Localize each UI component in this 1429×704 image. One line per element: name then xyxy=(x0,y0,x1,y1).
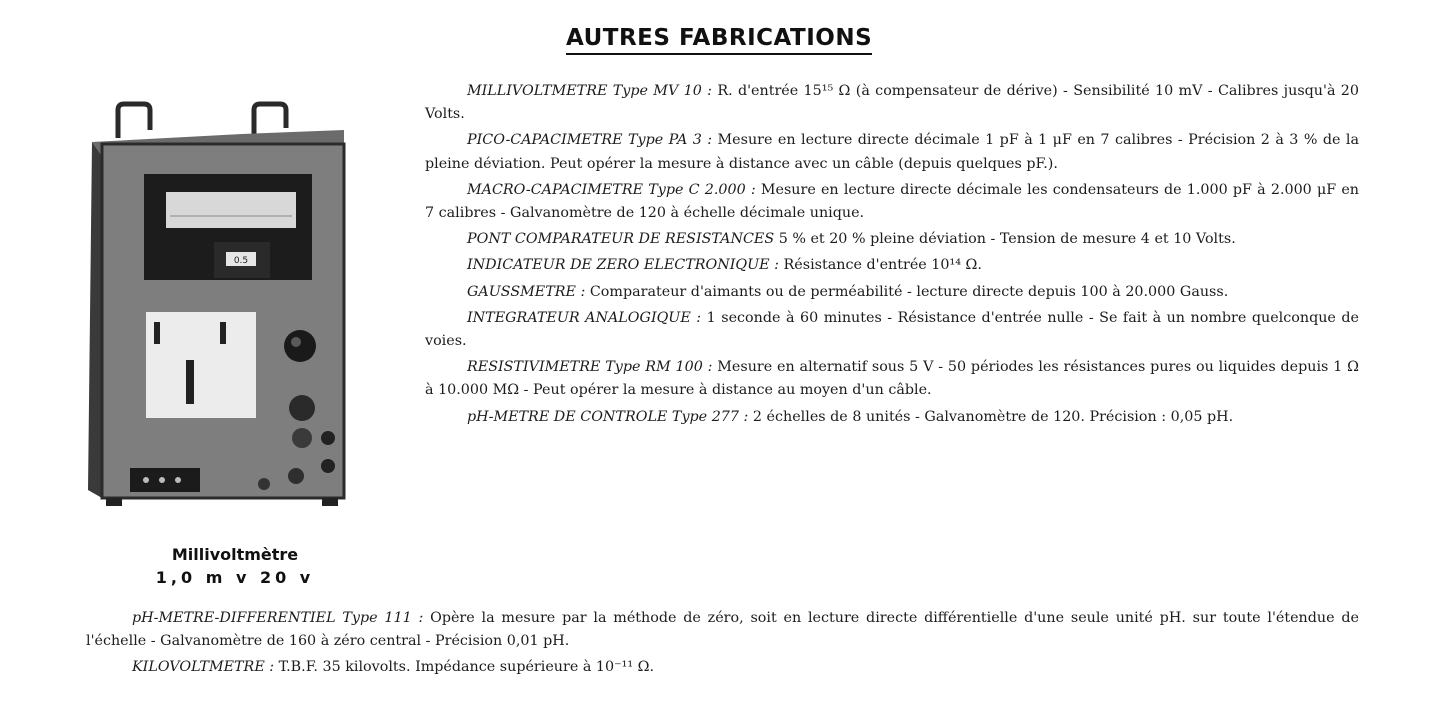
list-item xyxy=(425,406,1359,429)
item-body: R. d'entrée 15¹⁵ Ω (à compensateur de dérive) - Sensibilité 10 mV - Calibres jusqu'à 20 Volts. xyxy=(425,83,1360,123)
item-title: INDICATEUR DE ZERO ELECTRONIQUE : xyxy=(467,257,779,274)
figure-caption xyxy=(120,543,350,589)
item-title: KILOVOLTMETRE : xyxy=(132,659,275,676)
item-body: T.B.F. 35 kilovolts. Impédance supérieure à 10⁻¹¹ Ω. xyxy=(278,659,655,676)
meter-dial-label: 0.5 xyxy=(233,256,249,266)
item-body: Résistance d'entrée 10¹⁴ Ω. xyxy=(783,257,982,274)
item-title: pH-METRE DE CONTROLE Type 277 : xyxy=(467,408,749,425)
item-body: Mesure en alternatif sous 5 V - 50 périodes les résistances pures ou liquides depuis 1 Ω à 10.000 MΩ - Peut opérer la mesure à distance au moyen d'un câble. xyxy=(425,359,1359,399)
page-title: AUTRES FABRICATIONS xyxy=(566,24,872,55)
list-item xyxy=(86,656,1359,679)
product-list-wide xyxy=(86,607,1359,683)
item-title: RESISTIVIMETRE Type RM 100 : xyxy=(467,359,713,376)
item-title: MACRO-CAPACIMETRE Type C 2.000 : xyxy=(467,181,756,198)
item-title: pH-METRE-DIFFERENTIEL Type 111 : xyxy=(132,610,424,626)
item-title: MILLIVOLTMETRE Type MV 10 : xyxy=(467,83,712,99)
item-body: Mesure en lecture directe décimale les condensateurs de 1.000 pF à 2.000 μF en 7 calibres - Galvanomètre de 120 à échelle décimale unique. xyxy=(425,181,1360,222)
list-item xyxy=(425,307,1359,353)
list-item xyxy=(425,179,1359,225)
list-item xyxy=(425,281,1359,304)
item-title: PICO-CAPACIMETRE Type PA 3 : xyxy=(467,132,713,149)
list-item xyxy=(425,80,1359,126)
caption-line-2: 1,0 m v 20 v xyxy=(155,568,315,587)
item-body: Mesure en lecture directe décimale 1 pF à 1 μF en 7 calibres - Précision 2 à 3 % de la pleine déviation. Peut opérer la mesure à distance avec un câble (depuis quelques pF.). xyxy=(425,132,1359,172)
item-body: Opère la mesure par la méthode de zéro, soit en lecture directe différentielle d'une seule unité pH. sur toute l'étendue de l'échelle - Galvanomètre de 160 à zéro central - Précision 0,01 pH. xyxy=(86,610,1359,650)
millivoltmeter-photo xyxy=(82,100,382,540)
item-body: 5 % et 20 % pleine déviation - Tension de mesure 4 et 10 Volts. xyxy=(778,231,1236,248)
item-title: PONT COMPARATEUR DE RESISTANCES xyxy=(467,231,775,248)
list-item xyxy=(425,129,1359,175)
item-title: GAUSSMETRE : xyxy=(467,283,586,300)
list-item xyxy=(86,607,1359,653)
item-body: 1 seconde à 60 minutes - Résistance d'entrée nulle - Se fait à un nombre quelconque de voies. xyxy=(425,309,1360,350)
list-item xyxy=(425,254,1359,277)
list-item xyxy=(425,356,1359,402)
item-body: 2 échelles de 8 unités - Galvanomètre de 120. Précision : 0,05 pH. xyxy=(752,408,1234,425)
list-item xyxy=(425,228,1359,251)
item-body: Comparateur d'aimants ou de perméabilité - lecture directe depuis 100 à 20.000 Gauss. xyxy=(589,283,1229,300)
item-title: INTEGRATEUR ANALOGIQUE : xyxy=(467,309,702,326)
product-list xyxy=(425,80,1359,432)
caption-line-1: Millivoltmètre xyxy=(171,545,299,564)
